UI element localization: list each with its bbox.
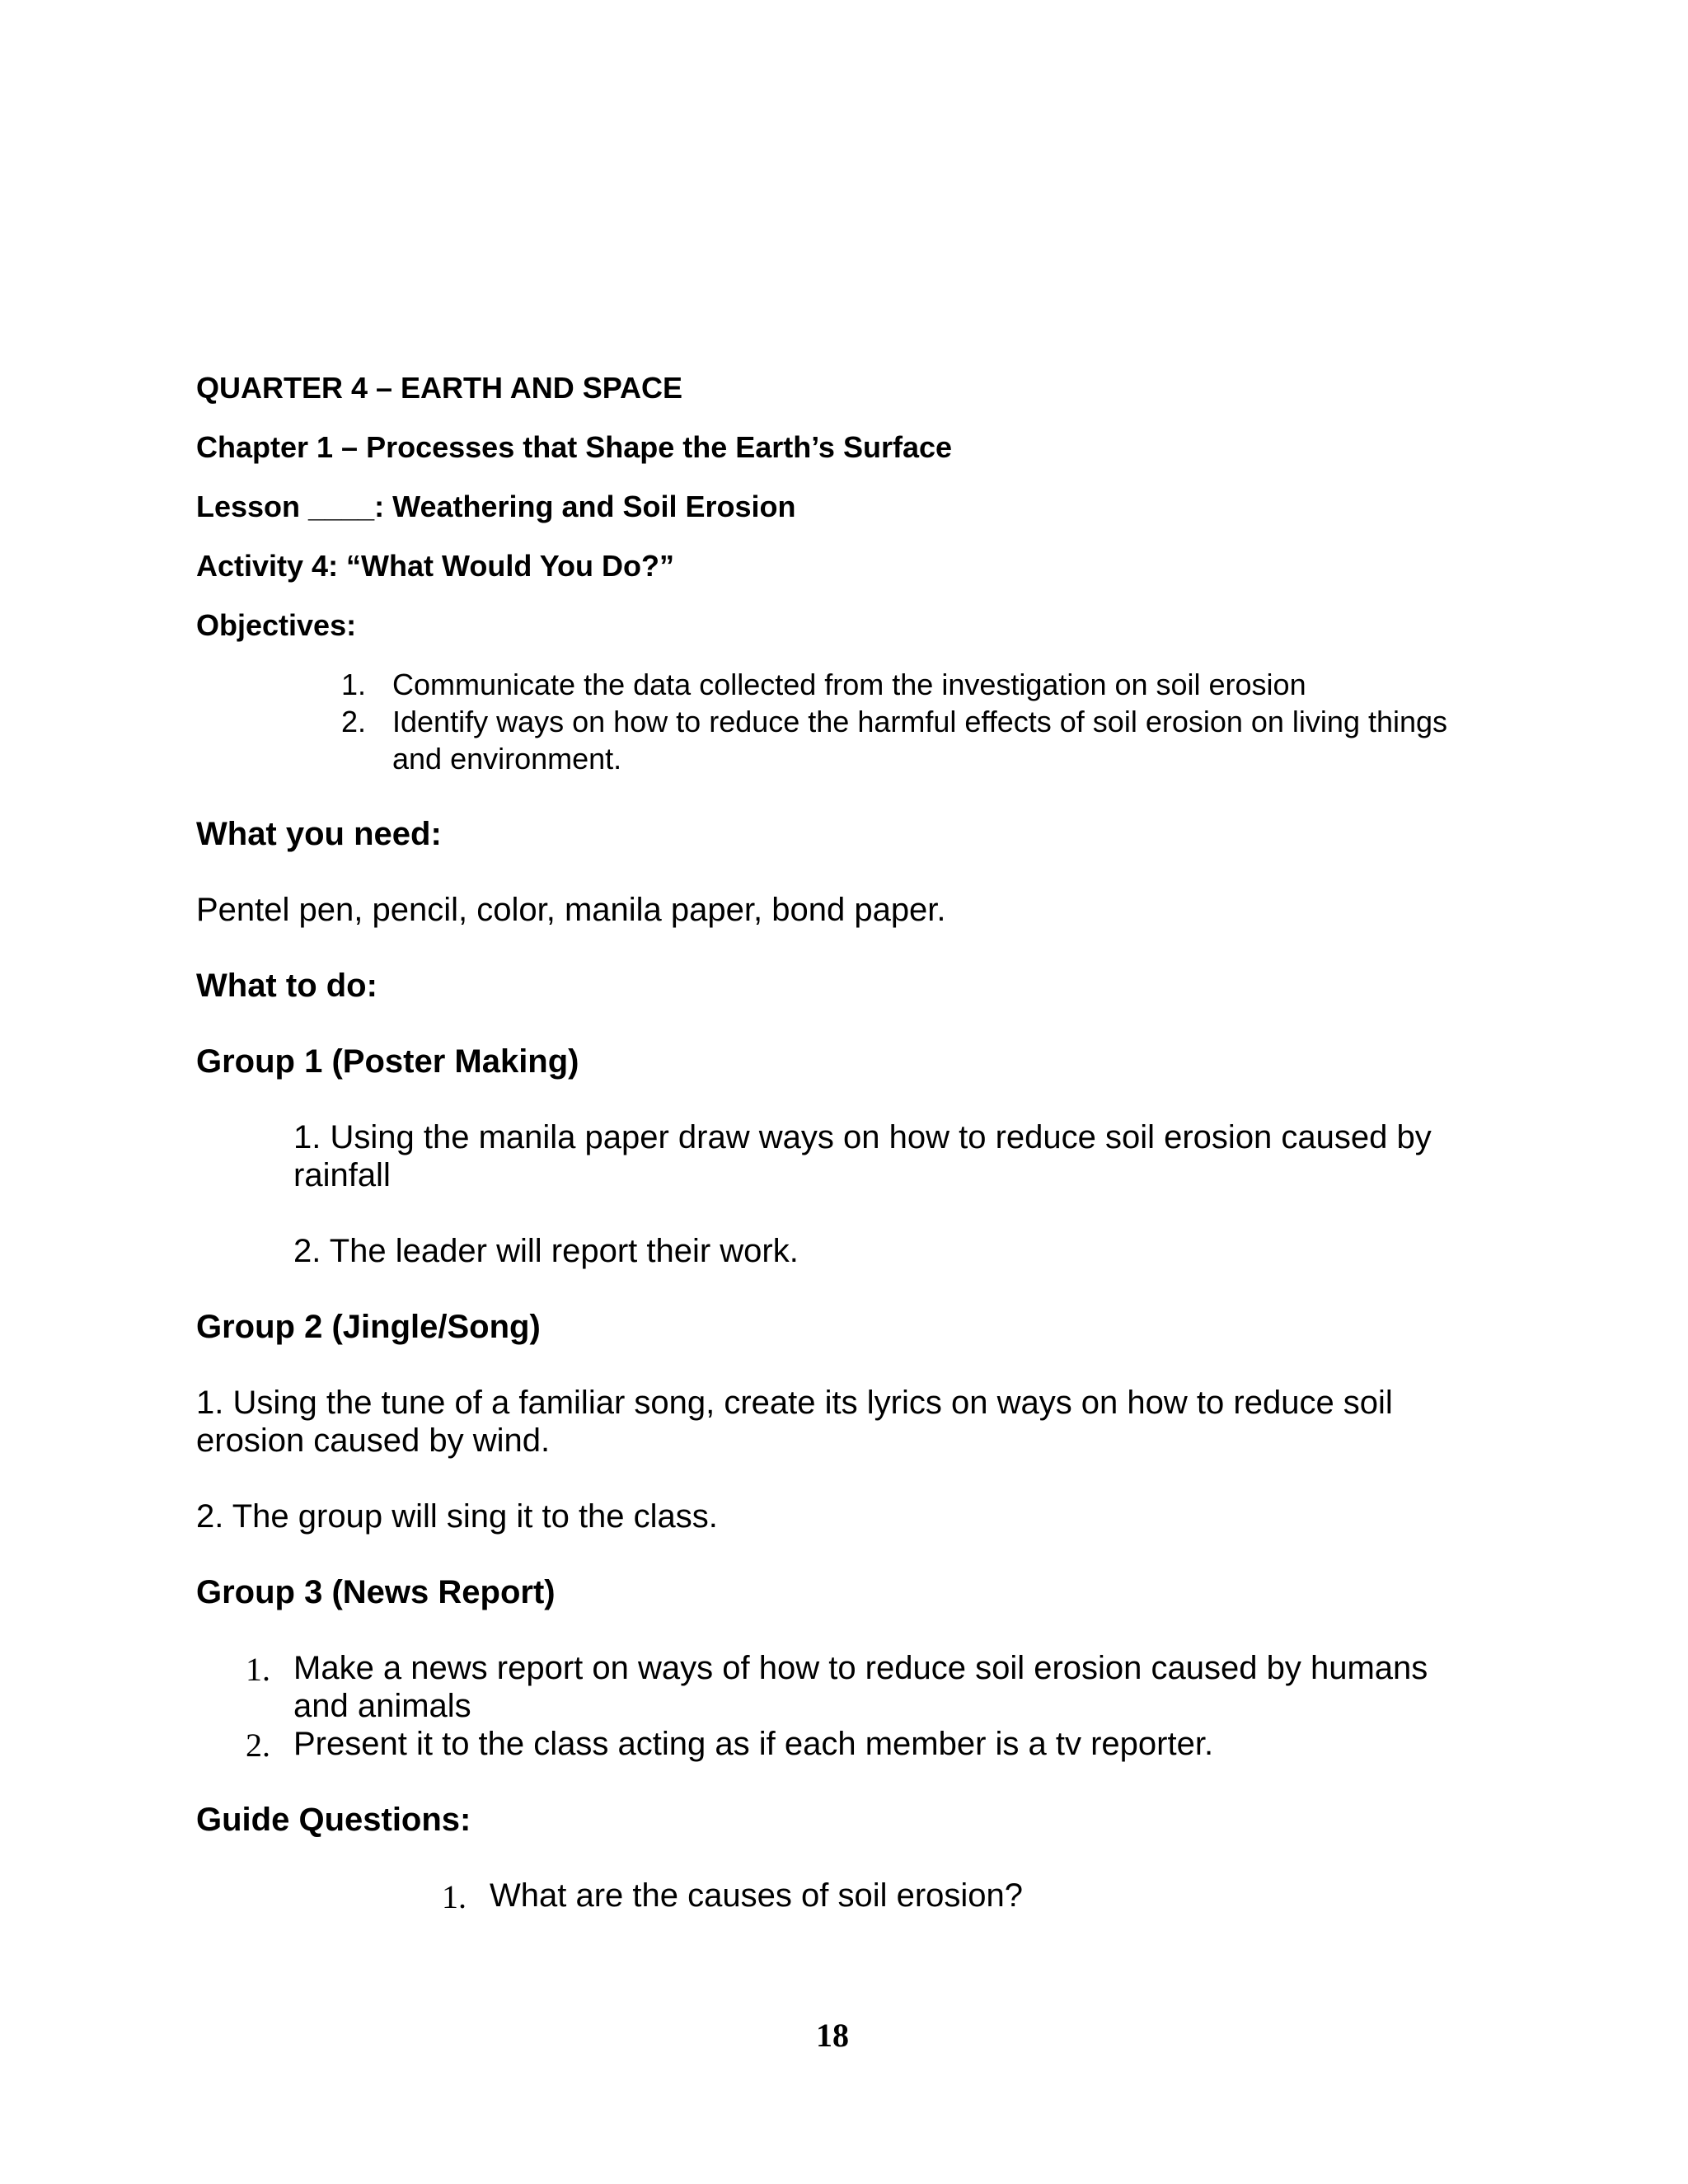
group2-step1-continued: erosion caused by wind.	[196, 1422, 551, 1459]
group2-step2: 2. The group will sing it to the class.	[196, 1498, 718, 1535]
activity-heading: Activity 4: “What Would You Do?”	[196, 549, 674, 583]
objective-number: 1.	[341, 668, 367, 701]
objective-text: Communicate the data collected from the investigation on soil erosion	[392, 668, 1306, 701]
quarter-heading: QUARTER 4 – EARTH AND SPACE	[196, 371, 683, 405]
group3-step-continued: and animals	[293, 1688, 471, 1724]
lesson-heading: Lesson ____: Weathering and Soil Erosion	[196, 490, 796, 523]
group2-heading: Group 2 (Jingle/Song)	[196, 1309, 541, 1345]
group3-step-number: 1.	[246, 1651, 270, 1688]
objectives-heading: Objectives:	[196, 608, 357, 642]
objective-text: Identify ways on how to reduce the harmful effects of soil erosion on living things	[392, 705, 1448, 738]
group1-step1-continued: rainfall	[293, 1157, 391, 1193]
what-to-do-heading: What to do:	[196, 968, 377, 1004]
group1-step2: 2. The leader will report their work.	[293, 1233, 799, 1269]
chapter-heading: Chapter 1 – Processes that Shape the Earth’s Surface	[196, 430, 953, 464]
group2-step1: 1. Using the tune of a familiar song, create its lyrics on ways on how to reduce soil	[196, 1385, 1393, 1421]
guide-question-number: 1.	[442, 1878, 467, 1915]
guide-questions-heading: Guide Questions:	[196, 1802, 471, 1838]
objective-text-continued: and environment.	[392, 742, 622, 776]
page-number: 18	[816, 2017, 849, 2054]
what-you-need-heading: What you need:	[196, 816, 442, 852]
objective-number: 2.	[341, 705, 367, 738]
group1-step1: 1. Using the manila paper draw ways on how to reduce soil erosion caused by	[293, 1119, 1432, 1155]
group3-step-number: 2.	[246, 1727, 270, 1764]
group3-heading: Group 3 (News Report)	[196, 1574, 556, 1610]
materials-text: Pentel pen, pencil, color, manila paper, bond paper.	[196, 892, 946, 928]
group1-heading: Group 1 (Poster Making)	[196, 1043, 579, 1080]
group3-step: Present it to the class acting as if each member is a tv reporter.	[293, 1726, 1214, 1762]
group3-step: Make a news report on ways of how to reduce soil erosion caused by humans	[293, 1650, 1428, 1686]
guide-question: What are the causes of soil erosion?	[490, 1877, 1024, 1914]
